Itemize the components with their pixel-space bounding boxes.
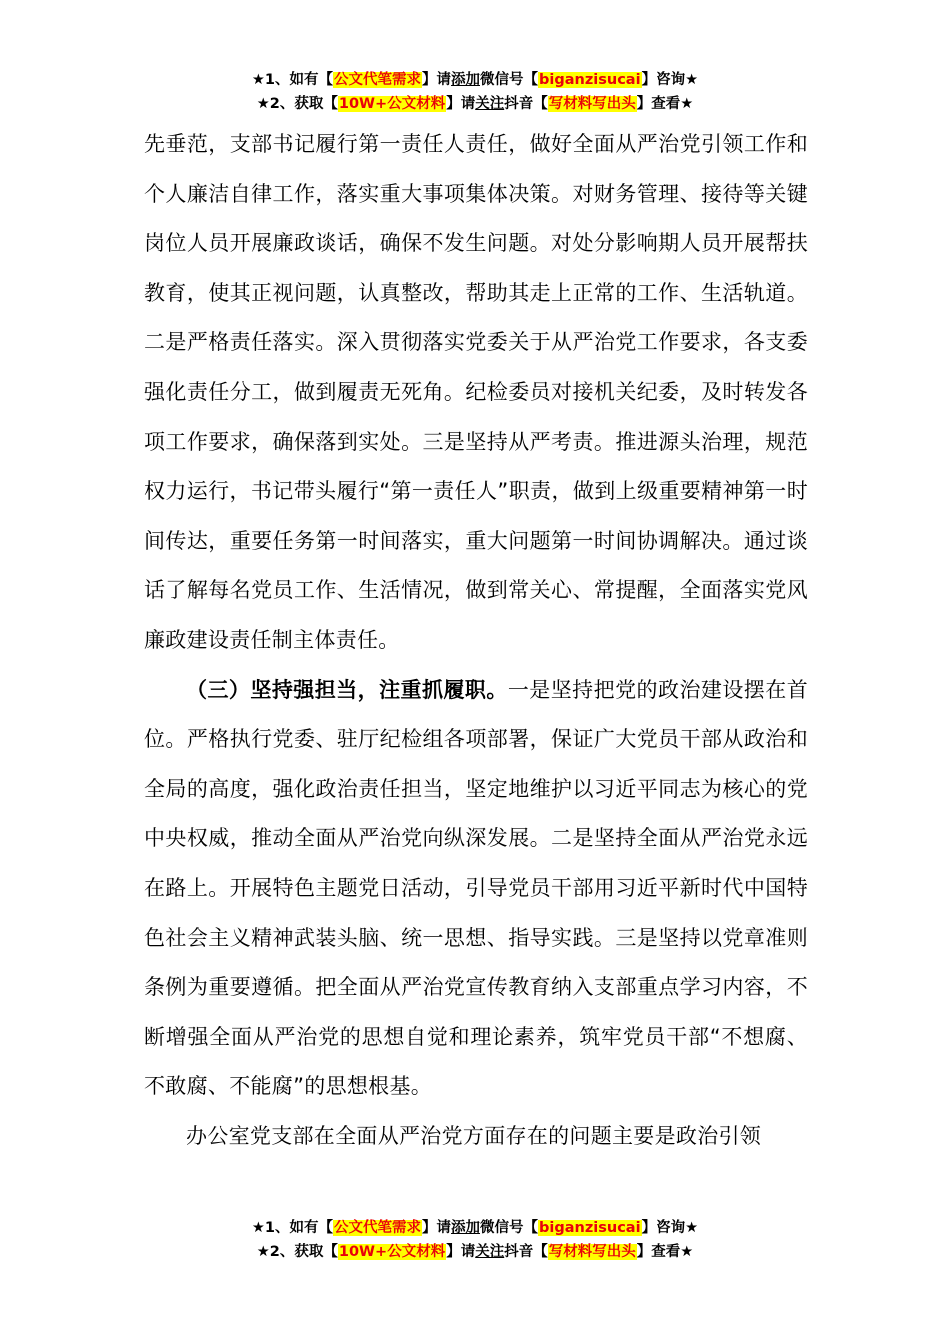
header-banner bbox=[0, 68, 950, 116]
banner-text: 】请 bbox=[422, 72, 452, 88]
banner-highlight: biganzisucai bbox=[539, 72, 641, 88]
banner-line-1 bbox=[0, 1216, 950, 1240]
banner-highlight: 10W+公文材料 bbox=[338, 1244, 446, 1260]
banner-text: ★1、如有【 bbox=[251, 1220, 334, 1236]
banner-text: 】请 bbox=[446, 1244, 476, 1260]
banner-text: 抖音【 bbox=[504, 1244, 548, 1260]
banner-highlight: 公文代笔需求 bbox=[334, 72, 422, 88]
banner-highlight: 写材料写出头 bbox=[548, 96, 636, 112]
banner-line-1 bbox=[0, 68, 950, 92]
banner-text: 】查看★ bbox=[636, 96, 694, 112]
banner-underlined: 关注 bbox=[475, 96, 505, 112]
banner-highlight: 公文代笔需求 bbox=[334, 1220, 422, 1236]
banner-highlight: biganzisucai bbox=[539, 1220, 641, 1236]
footer-banner bbox=[0, 1216, 950, 1264]
banner-underlined: 关注 bbox=[475, 1244, 505, 1260]
banner-text: ★2、获取【 bbox=[256, 1244, 338, 1260]
banner-line-2 bbox=[0, 92, 950, 116]
banner-underlined: 添加 bbox=[451, 72, 481, 88]
banner-highlight: 写材料写出头 bbox=[548, 1244, 636, 1260]
banner-text: 】咨询★ bbox=[641, 1220, 699, 1236]
paragraph-3: 办公室党支部在全面从严治党方面存在的问题主要是政治引领 bbox=[186, 1123, 762, 1148]
banner-line-2 bbox=[0, 1240, 950, 1264]
banner-text: ★2、获取【 bbox=[256, 96, 338, 112]
document-body bbox=[144, 120, 808, 1161]
banner-text: 】请 bbox=[446, 96, 476, 112]
paragraph-2 bbox=[144, 666, 808, 1112]
banner-text: 】请 bbox=[422, 1220, 452, 1236]
banner-highlight: 10W+公文材料 bbox=[338, 96, 446, 112]
paragraph-1: 先垂范，支部书记履行第一责任人责任，做好全面从严治党引领工作和个人廉洁自律工作，落实重大事项集体决策。对财务管理、接待等关键岗位人员开展廉政谈话，确保不发生问题。对处分影响期人员开展帮扶教育，使其正视问题，认真整改，帮助其走上正常的工作、生活轨道。二是严格责任落实。深入贯彻落实党委关于从严治党工作要求，各支委强化责任分工，做到履责无死角。纪检委员对接机关纪委，及时转发各项工作要求，确保落到实处。三是坚持从严考责。推进源头治理，规范权力运行，书记带头履行“第一责任人”职责，做到上级重要精神第一时间传达，重要任务第一时间落实，重大问题第一时间协调解决。通过谈话了解每名党员工作、生活情况，做到常关心、常提醒，全面落实党风廉政建设责任制主体责任。 bbox=[144, 132, 808, 652]
banner-text: ★1、如有【 bbox=[251, 72, 334, 88]
banner-text: 微信号【 bbox=[480, 1220, 539, 1236]
banner-underlined: 添加 bbox=[451, 1220, 481, 1236]
section-heading: （三）坚持强担当，注重抓履职。 bbox=[186, 677, 508, 702]
banner-text: 微信号【 bbox=[480, 72, 539, 88]
banner-text: 】查看★ bbox=[636, 1244, 694, 1260]
banner-text: 】咨询★ bbox=[641, 72, 699, 88]
paragraph-2-body: 一是坚持把党的政治建设摆在首位。严格执行党委、驻厅纪检组各项部署，保证广大党员干部从政治和全局的高度，强化政治责任担当，坚定地维护以习近平同志为核心的党中央权威，推动全面从严治党向纵深发展。二是坚持全面从严治党永远在路上。开展特色主题党日活动，引导党员干部用习近平新时代中国特色社会主义精神武装头脑、统一思想、指导实践。三是坚持以党章准则条例为重要遵循。把全面从严治党宣传教育纳入支部重点学习内容，不断增强全面从严治党的思想自觉和理论素养，筑牢党员干部“不想腐、不敢腐、不能腐”的思想根基。 bbox=[144, 677, 809, 1099]
banner-text: 抖音【 bbox=[504, 96, 548, 112]
